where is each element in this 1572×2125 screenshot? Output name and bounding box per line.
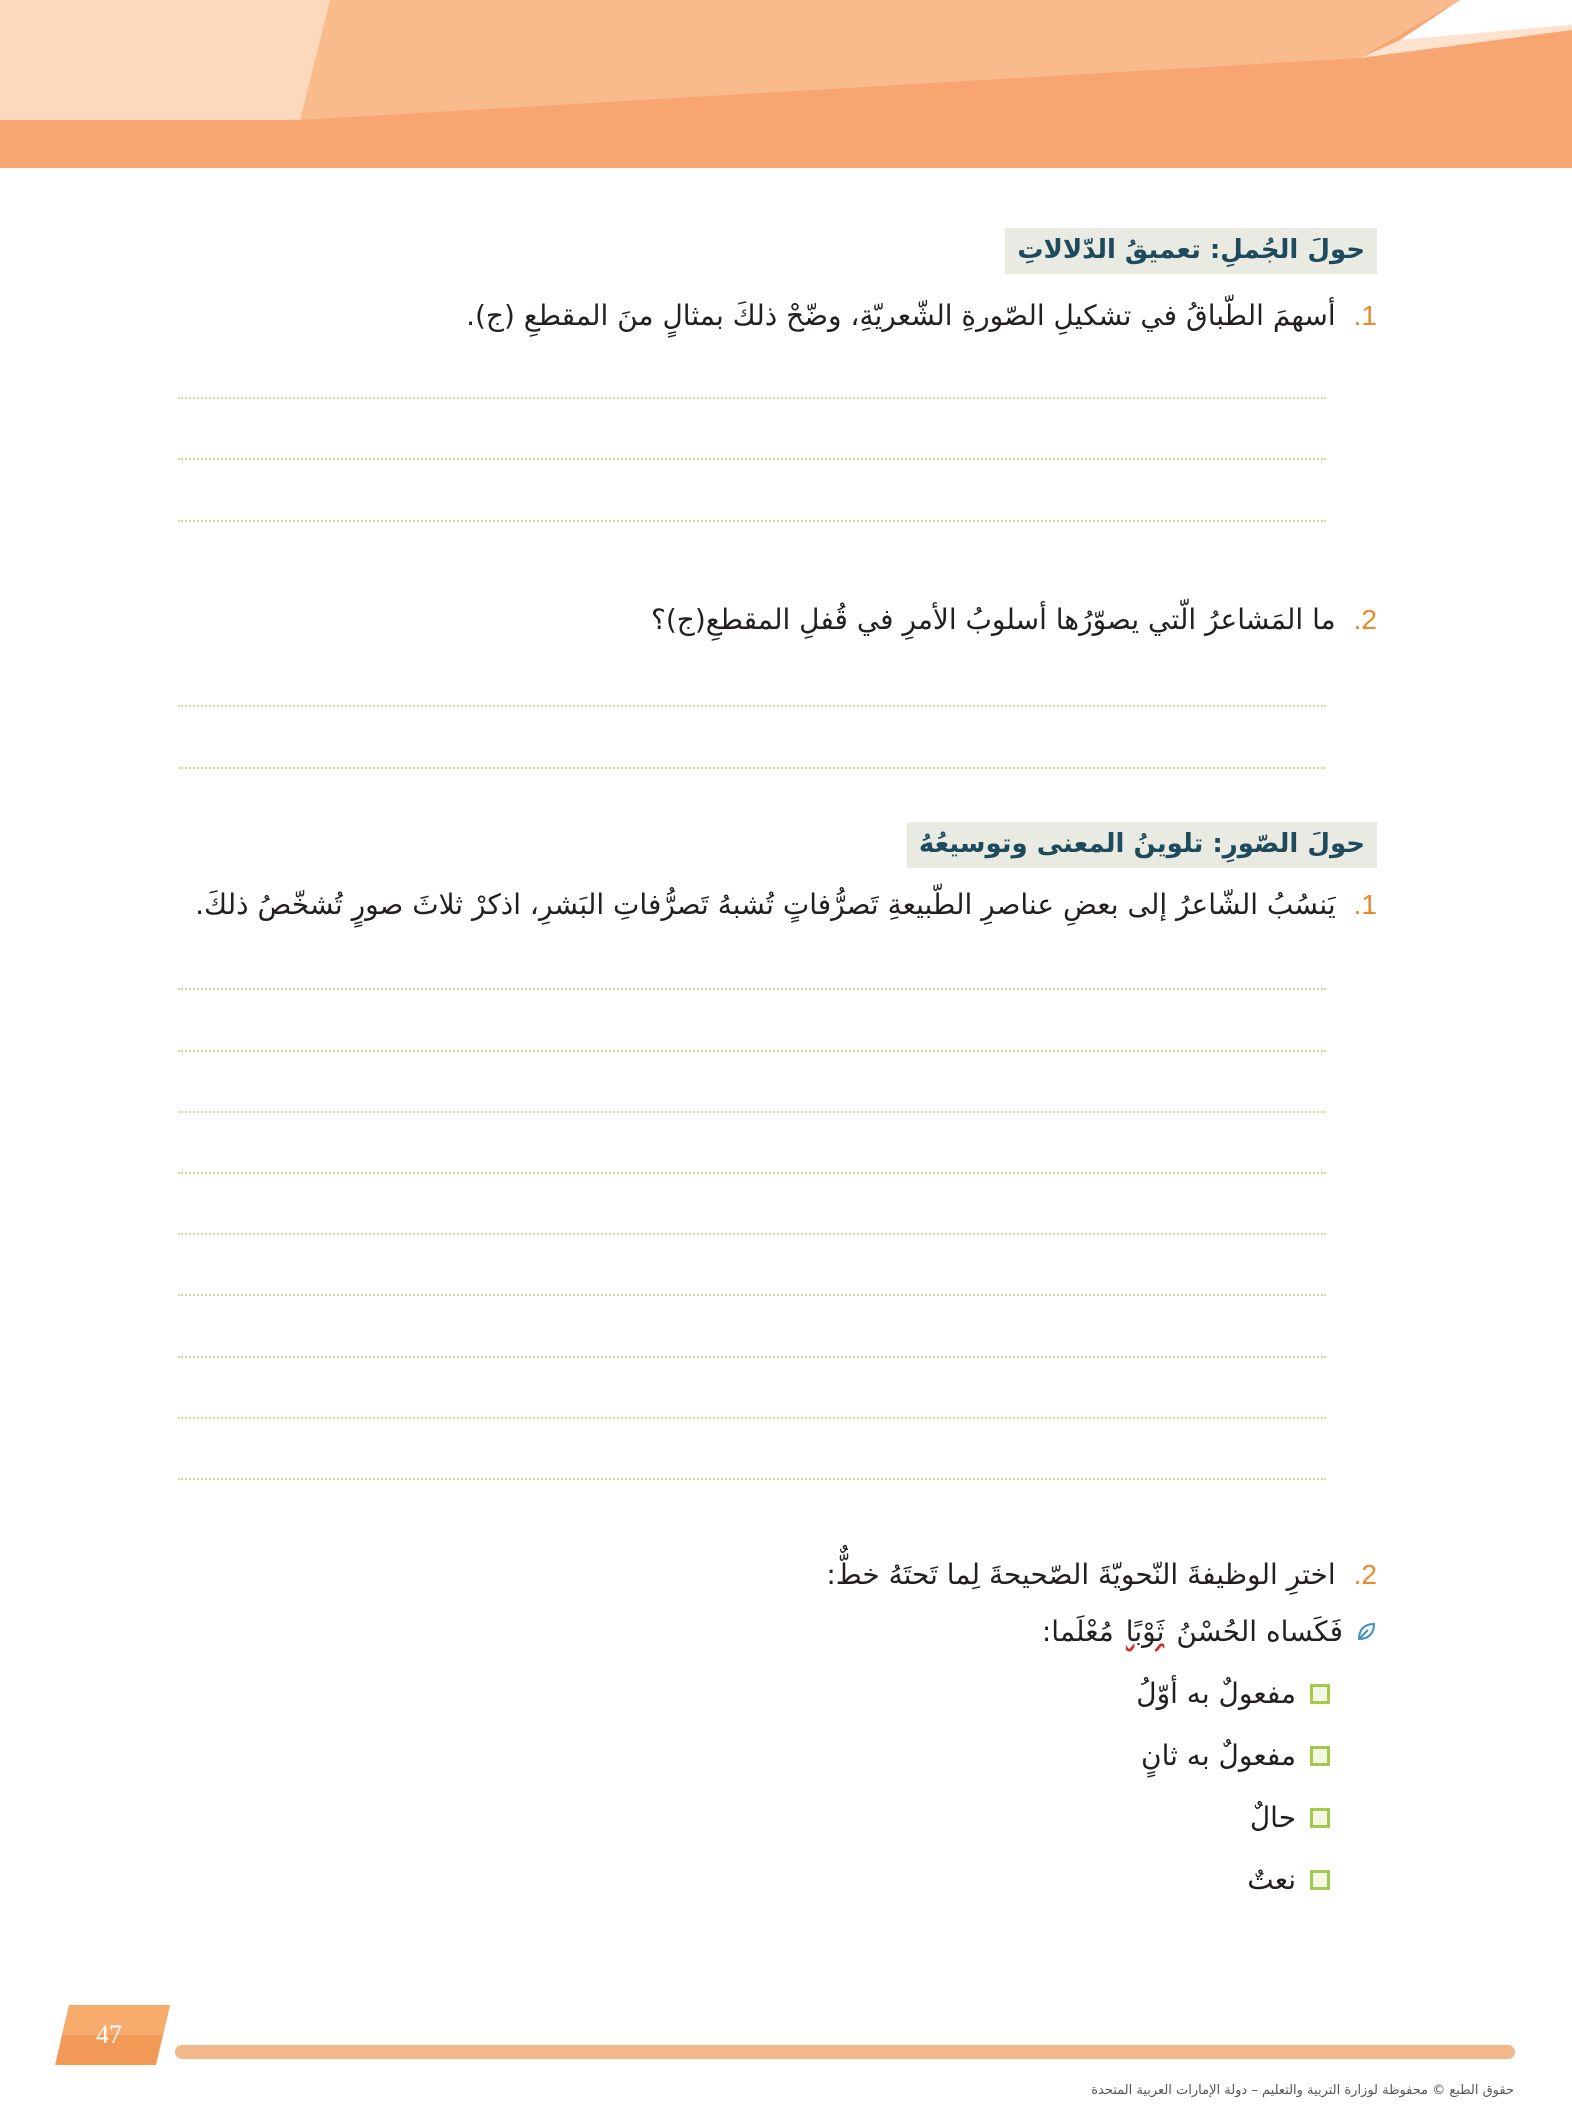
option-label: نعتٌ bbox=[1247, 1863, 1296, 1896]
option-item[interactable] bbox=[1136, 1674, 1330, 1714]
question-1-1 bbox=[180, 296, 1377, 336]
option-item[interactable] bbox=[1247, 1860, 1330, 1900]
section-heading-sentences: حولَ الجُملِ: تعميقُ الدّلالاتِ bbox=[1005, 228, 1377, 274]
answer-line[interactable] bbox=[178, 705, 1326, 707]
answer-line[interactable] bbox=[178, 767, 1326, 769]
copyright-text: حقوق الطبع © محفوظة لوزارة التربية والتعليم – دولة الإمارات العربية المتحدة bbox=[1091, 2083, 1514, 2098]
answer-line[interactable] bbox=[178, 1050, 1326, 1052]
question-2-1 bbox=[180, 885, 1377, 925]
answer-line[interactable] bbox=[178, 1111, 1326, 1113]
question-number: 1. bbox=[1353, 889, 1377, 920]
answer-line[interactable] bbox=[178, 1294, 1326, 1296]
option-checkbox[interactable] bbox=[1310, 1746, 1330, 1766]
answer-line[interactable] bbox=[178, 1172, 1326, 1174]
answer-line[interactable] bbox=[178, 520, 1326, 522]
answer-line[interactable] bbox=[178, 1478, 1326, 1480]
leaf-icon bbox=[1355, 1621, 1377, 1643]
answer-line[interactable] bbox=[178, 458, 1326, 460]
footer-bar bbox=[175, 2045, 1515, 2059]
answer-line[interactable] bbox=[178, 1356, 1326, 1358]
question-text: ما المَشاعرُ الّتي يصوّرُها أسلوبُ الأمرِ في قُفلِ المقطعِ(ج)؟ bbox=[650, 603, 1336, 636]
question-2-2 bbox=[180, 1555, 1377, 1595]
verse-underlined-word: ثَوْبًا bbox=[1125, 1615, 1165, 1648]
option-item[interactable] bbox=[1250, 1798, 1330, 1838]
question-number: 2. bbox=[1353, 604, 1377, 635]
question-text: يَنسُبُ الشّاعرُ إلى بعضِ عناصرِ الطّبيعةِ تَصرُّفاتٍ تُشبهُ تَصرُّفاتِ البَشرِ، اذكرْ ثلاثَ صورٍ تُشخّصُ ذلكَ. bbox=[195, 888, 1336, 921]
option-item[interactable] bbox=[1141, 1736, 1330, 1776]
option-checkbox[interactable] bbox=[1310, 1684, 1330, 1704]
question-text: اخترِ الوظيفةَ النّحويّةَ الصّحيحةَ لِما تَحتَهُ خطٌّ: bbox=[826, 1558, 1336, 1591]
option-label: حالٌ bbox=[1249, 1801, 1296, 1834]
page-number: 47 bbox=[96, 2020, 122, 2049]
verse-line bbox=[1042, 1612, 1377, 1652]
header-banner bbox=[0, 0, 1572, 168]
answer-line[interactable] bbox=[178, 1233, 1326, 1235]
answer-line[interactable] bbox=[178, 1417, 1326, 1419]
option-checkbox[interactable] bbox=[1310, 1808, 1330, 1828]
option-label: مفعولٌ به أوّلُ bbox=[1136, 1677, 1296, 1710]
option-label: مفعولٌ به ثانٍ bbox=[1141, 1739, 1296, 1772]
verse-before: فَكَساه الحُسْنُ bbox=[1176, 1615, 1343, 1648]
option-checkbox[interactable] bbox=[1310, 1870, 1330, 1890]
answer-line[interactable] bbox=[178, 988, 1326, 990]
verse-after: مُعْلَما: bbox=[1041, 1615, 1114, 1648]
question-1-2 bbox=[180, 600, 1377, 640]
question-number: 1. bbox=[1353, 300, 1377, 331]
question-text: أسهمَ الطّباقُ في تشكيلِ الصّورةِ الشّعريّةِ، وضّحْ ذلكَ بمثالٍ منَ المقطعِ (ج). bbox=[466, 299, 1336, 332]
question-number: 2. bbox=[1353, 1559, 1377, 1590]
section-heading-images: حولَ الصّورِ: تلوينُ المعنى وتوسيعُهُ bbox=[907, 822, 1377, 868]
answer-line[interactable] bbox=[178, 397, 1326, 399]
